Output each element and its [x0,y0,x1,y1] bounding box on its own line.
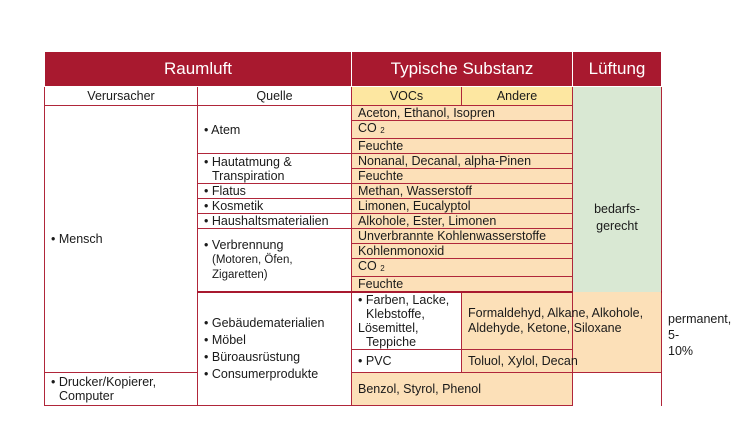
header-lueftung: Lüftung [573,52,662,87]
table-row [45,373,662,406]
lueftung-text-1: permanent, [668,312,731,326]
quelle-label: • Atem [204,123,240,137]
quelle-label: • Verbrennung [204,238,283,252]
verursacher-label: • Möbel [204,333,246,347]
lueftung-text-2: gerecht [596,218,638,233]
verursacher-label: • Mensch [51,232,103,246]
substanz-text: Formaldehyd, Alkane, Alkohole, [468,306,644,320]
quelle-label: • Hautatmung & [204,155,292,169]
quelle-label-cont: Transpiration [212,168,285,183]
substanz-cell: Feuchte [352,169,573,184]
verursacher-mensch [45,106,198,373]
quelle-label: • Farben, Lacke, [358,293,449,307]
quelle-drucker [45,373,198,406]
substanz-cell [352,259,573,277]
quelle-kosmetik [198,199,352,214]
substanz-cell: Toluol, Xylol, Decan [462,350,662,373]
substanz-cell: Unverbrannte Kohlenwasserstoffe [352,229,573,244]
verursacher-label: • Büroausrüstung [204,350,300,364]
quelle-label: • Haushaltsmaterialien [204,214,329,228]
substanz-cell: Feuchte [352,277,573,293]
header-typische-substanz: Typische Substanz [352,52,573,87]
subheader-quelle: Quelle [198,87,352,106]
quelle-label-cont: Teppiche [366,335,417,349]
quelle-pvc [352,350,462,373]
quelle-label: • Drucker/Kopierer, [51,375,156,389]
subheader-row [45,87,662,106]
substanz-cell: Nonanal, Decanal, alpha-Pinen [352,154,573,169]
indoor-air-table [44,51,731,406]
quelle-label-cont: Klebstoffe, Lösemittel, [358,307,425,335]
quelle-label: • Flatus [204,184,246,198]
substanz-cell [352,121,573,139]
subheader-andere: Andere [462,87,573,106]
substanz-cell: Aceton, Ethanol, Isopren [352,106,573,121]
quelle-detail: Zigaretten) [212,269,268,281]
substanz-cell: Limonen, Eucalyptol [352,199,573,214]
verursacher-label: • Gebäudematerialien [204,316,324,330]
verursacher-materialien [198,292,352,406]
substanz-text: Aldehyde, Ketone, Siloxane [468,321,622,335]
lueftung-text-2: 5-10% [668,328,694,358]
substanz-text: CO [358,121,377,135]
substanz-cell: Alkohole, Ester, Limonen [352,214,573,229]
subscript-2: 2 [380,264,385,273]
substanz-cell: Methan, Wasserstoff [352,184,573,199]
quelle-farben [352,292,462,350]
quelle-haushaltsmaterialien [198,214,352,229]
quelle-detail: (Motoren, Öfen, [212,254,293,266]
substanz-cell [462,292,662,350]
verursacher-label: • Consumerprodukte [204,367,318,381]
substanz-text: CO [358,259,377,273]
subheader-vocs: VOCs [352,87,462,106]
quelle-label-cont: Computer [59,389,114,403]
quelle-label: • Kosmetik [204,199,263,213]
quelle-label: • PVC [358,354,392,368]
quelle-verbrennung [198,229,352,293]
quelle-atem [198,106,352,154]
quelle-hautatmung [198,154,352,184]
header-row [45,52,662,87]
substanz-cell: Feuchte [352,139,573,154]
substanz-cell: Benzol, Styrol, Phenol [352,373,573,406]
subheader-verursacher: Verursacher [45,87,198,106]
subscript-2: 2 [380,126,385,135]
table-row [45,106,662,121]
quelle-flatus [198,184,352,199]
header-raumluft: Raumluft [45,52,352,87]
substanz-cell: Kohlenmonoxid [352,244,573,259]
lueftung-text-1: bedarfs- [594,201,640,216]
